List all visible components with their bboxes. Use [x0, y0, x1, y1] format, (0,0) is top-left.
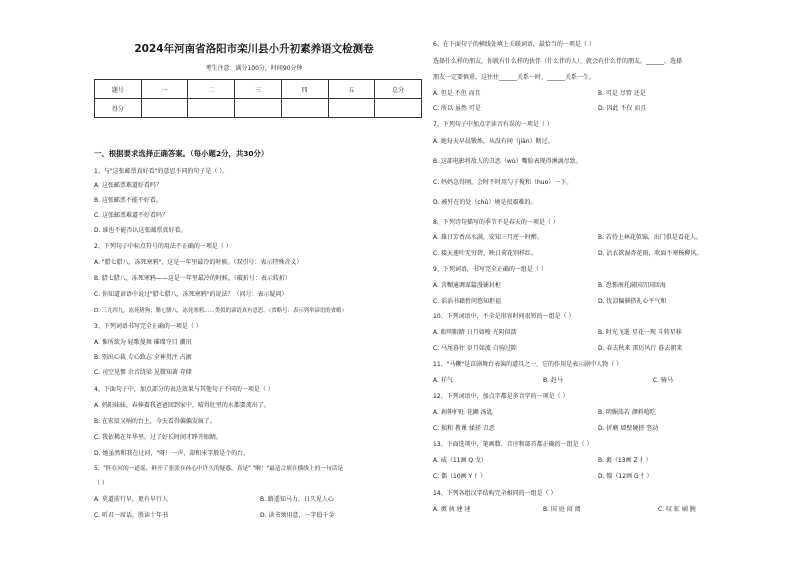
option-line: A. 惟所欲为 轻歌曼舞 璀璨夺目 潮汛	[94, 339, 192, 346]
question-line: 3、下列词语书写完全正确的一项是（ ）	[94, 323, 202, 330]
answer-blank: （ ）	[94, 480, 108, 487]
option-row	[428, 506, 768, 514]
option-line: A. 她每天早晨锻炼，从没有间（jiàn）断过。	[433, 138, 554, 145]
score-table	[94, 79, 422, 118]
score-table-value-row	[95, 99, 422, 118]
option-line: B. 这张邮票不能不好看。	[94, 197, 162, 204]
option-c: C. 叹 虹 刷 腕	[658, 506, 696, 513]
score-cell: 总分	[375, 80, 422, 99]
option-c: C. 马尾暮往 岁月如流 白驹过隙	[433, 345, 517, 352]
question-line: 9、下列词语，书写完全正确的一组是（ ）	[433, 266, 547, 273]
option-row	[84, 512, 424, 520]
option-row	[428, 345, 768, 353]
option-a: A. 眼明眼睛 日月如梭 光阴似箭	[433, 329, 517, 336]
question-line: 2、下列句子中标点符号的用法不正确的一项是（ ）	[94, 243, 232, 250]
score-cell	[235, 99, 282, 118]
option-a: A. 但是 不但 而且	[433, 90, 481, 97]
option-b: B. 赶马	[543, 377, 563, 384]
score-cell: 一	[141, 80, 188, 99]
score-cell: 四	[281, 80, 328, 99]
score-cell	[375, 99, 422, 118]
option-c: C. 骑马	[653, 377, 674, 384]
option-a: A. 莫道前行早，更有早行人	[94, 496, 168, 503]
option-a: A. 掀 执 建 速	[433, 506, 471, 513]
option-b: B. 明媚荡若 颜料嘻吃	[598, 409, 656, 416]
option-d: D. 春去秋来 雷厉风行 暮去朝来	[598, 345, 683, 352]
option-line: A. "腊七腊八，冻死寒鸦"，这是一年里最冷的时候。（双引号：表示特殊含义）	[94, 259, 303, 266]
option-b: B. 可是 尽管 还是	[598, 90, 646, 97]
option-row	[428, 234, 768, 242]
question-line: 14、下列各组汉字结构完全相同的一组是（ ）	[433, 490, 557, 497]
question-line: 5、"阵在河的一道谣，鲜开了张张在孙心中许久的疑惑，真是" "啊！"最适合填在横线上的一句话是	[94, 466, 344, 472]
option-line: B. 别出心裁 专心致志 全神贯注 占据	[94, 354, 192, 361]
option-line: C. 你知道谚语中说过"腊七腊八，冻死寒鸦"的说法？（问号：表示疑问）	[94, 291, 288, 298]
option-row	[428, 457, 768, 465]
exam-title: 2024年河南省洛阳市栾川县小升初素养语文检测卷	[134, 43, 374, 55]
option-row	[428, 377, 768, 385]
score-cell	[281, 99, 328, 118]
option-b: B. 路遥知马力，日久见人心	[260, 496, 334, 503]
option-row	[428, 250, 768, 258]
question-line: 8、下列诗句描写的季节不是春天的一项是（ ）	[433, 219, 559, 226]
option-b: B. 国 庭 闷 阅	[543, 506, 581, 513]
option-c: C. 损和 教课 揉搓 丑恶	[433, 425, 495, 432]
option-b: B. 裹（13画 Z 扌）	[598, 457, 652, 464]
option-c: C. 滔滔书籍暂问悠知拒福	[433, 298, 502, 305]
score-cell: 三	[235, 80, 282, 99]
score-cell: 二	[188, 80, 235, 99]
option-row	[428, 425, 768, 433]
option-d: D. 沾衣欲湿杏花雨，吹面不寒杨柳风。	[598, 250, 703, 257]
option-b: B. 时光飞逝 星花一现 斗转星移	[598, 329, 682, 336]
option-a: A. 威（11画 Q 戈）	[433, 457, 487, 464]
option-line: D. 被歼在的处（chǔ）境是很艰难的。	[433, 199, 537, 206]
score-cell	[188, 99, 235, 118]
option-d: D. 读书须用意，一字值千金	[260, 512, 335, 519]
question-line: 1、与"这张邮票真好看"的意思不同的句子是（ ）。	[94, 168, 229, 175]
option-line: D. 谁也不能否认这张邮票真好看。	[94, 227, 187, 234]
question-text: 朋友一定要慎重，这往往______关系一时，______关系一生。	[433, 74, 596, 81]
option-row	[428, 105, 768, 113]
option-line: D. 她虽然和我在过河，"呀！一声，却和米字般是个的台。	[94, 450, 250, 457]
option-line: C. 司空见惯 余音绕梁 见微知著 存储	[94, 369, 192, 376]
score-cell	[328, 99, 375, 118]
option-d: D. 折磨 墙壁硬挤 竖动	[598, 425, 659, 432]
question-line: 6、在下面句子的横线处填上关联词语，最恰当的一项是（ ）	[433, 41, 595, 48]
option-a: A. 含糊通调谋篇漫铺封柜	[433, 282, 501, 289]
score-cell	[141, 99, 188, 118]
option-line: A. 这张邮票难道好看吗？	[94, 182, 162, 189]
score-cell: 得分	[95, 99, 142, 118]
option-row	[428, 329, 768, 337]
option-line: C. 我依稀在年华里，过了好长时间才睁开眼睛。	[94, 434, 223, 441]
option-line: B. 在宏辰又响的台上，今天看得偏偏发疯了。	[94, 418, 216, 425]
option-d: D. 忧凉偏催搭礼心平气和	[598, 298, 667, 305]
question-line: 11、"马鞭"是京剧舞台表演的道具之一，它的作用是表示剧中人物（ ）	[433, 361, 623, 368]
score-cell: 五	[328, 80, 375, 99]
option-a: A. 祥气	[433, 377, 453, 384]
score-cell: 题号	[95, 80, 142, 99]
option-row	[428, 473, 768, 481]
question-line: 10、下列词语中，不全是形容时间很短的一组是（ ）	[433, 313, 575, 320]
option-a: A. 刹伸护旺 花圃 汤匙	[433, 409, 493, 416]
option-row	[428, 90, 768, 98]
section-heading: 一、根据要求选择正确答案。（每小题2分，共30分）	[94, 149, 269, 158]
option-c: C. 接天莲叶无穷碧，映日荷花别样红。	[433, 250, 538, 257]
option-line: A. 妈阳妹妹，春捧着我爸爸回到家中，晴得肚里的水都要流出了。	[94, 402, 270, 409]
option-c: C. 所以 虽然 可是	[433, 105, 481, 112]
option-row	[428, 298, 768, 306]
option-row	[428, 409, 768, 417]
option-row	[84, 496, 424, 504]
question-line: 13、下面选项中，笔画数、音序和部首都正确的一组是（ ）	[433, 441, 593, 448]
question-text: 选择什么样的朋友，你就有什么样的伙伴（什么伴的人），就会有什么伴的朋友。______，选择	[433, 58, 683, 65]
option-line: C. 妈妈急得刚，会时不时用勺子搅和（huo）一下。	[433, 179, 573, 186]
option-c: C. 听君一席话，胜读十年书	[94, 512, 169, 519]
score-table-header-row	[95, 80, 422, 99]
option-b: B. 恐怖南托满国历国回海	[598, 282, 666, 289]
option-a: A. 雄日芳香高水满，安知三月逆一时醉。	[433, 234, 543, 241]
option-c: C. 偶（10画 Y 亻）	[433, 473, 487, 480]
option-line: C. 这张邮票难道不好看吗？	[94, 212, 169, 219]
option-line: B. 腊七腊八，冻死寒鸦——这是一年里最冷的时候。（破折号：表示转折）	[94, 275, 291, 282]
option-line: D. 三九四九，冻死猪狗；腊七腊八，冻死寒鸦……类似的谚语真有意思。（省略号：表示列举谚语的省略）	[94, 308, 347, 314]
option-b: B. 若待上林花似锦，出门俱是看花人。	[598, 234, 702, 241]
question-line: 7、下列句子中加点字读音有误的一项是（ ）	[433, 121, 553, 128]
option-line: B. 这部电影将敌人的丑恶（wù）嘴脸表现得淋漓尽致。	[433, 158, 582, 165]
option-d: D. 因此 不仅 而且	[598, 105, 647, 112]
question-line: 12、下列词语中，加点字都是多音字的一项是（ ）	[433, 393, 569, 400]
option-row	[428, 282, 768, 290]
exam-note: 考生注意：满分100分，时间90分钟	[205, 65, 303, 72]
question-line: 4、下面句子中，加点部分的表达效果与其他句子不同的一项是（ ）	[94, 386, 274, 393]
option-d: D. 懔（12画 G 忄）	[598, 473, 653, 480]
